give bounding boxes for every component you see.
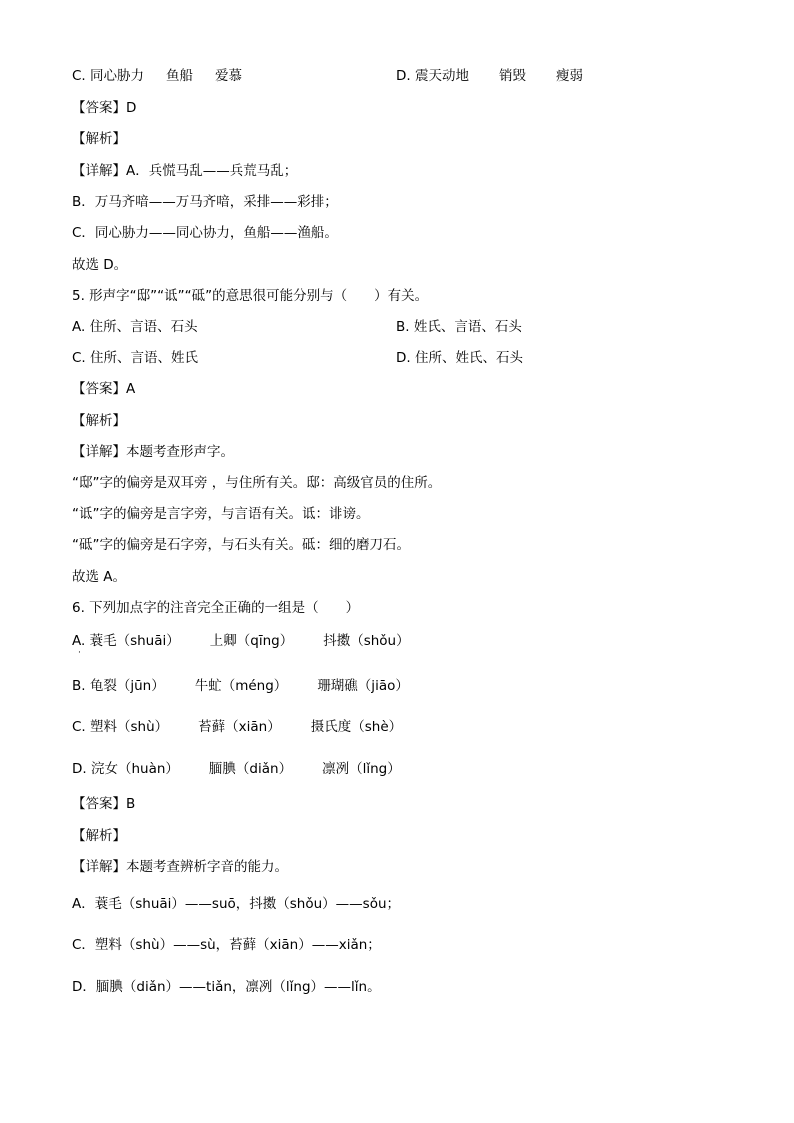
q6-option-a-word2: 上卿（qīng） [209,633,294,649]
q4-option-c-word3: 爱慕 [215,68,243,84]
q6-detail-line: 【详解】本题考查辨析字音的能力。 [72,859,288,875]
q6-option-c-word1: C. 塑料（shù） [72,719,169,735]
emphasis-dot: · [78,648,81,658]
q4-option-d-word3: 瘦弱 [555,68,583,84]
q4-analysis-heading: 【解析】 [72,131,126,147]
q6-option-b-word3: 珊瑚礁（jiāo） [317,678,409,694]
q5-option-c: C. 住所、言语、姓氏 [72,350,199,366]
q6-option-d [72,760,401,778]
q6-option-a [72,632,410,650]
q6-option-b [72,677,409,695]
q5-analysis-heading: 【解析】 [72,413,126,429]
q6-option-d-word1: D. 浣女（huàn） [72,761,179,777]
q6-stem: 6. 下列加点字的注音完全正确的一组是（ ） [72,600,360,616]
q6-option-c-word2: 苔藓（xiān） [198,719,281,735]
q5-stem: 5. 形声字“邸”“诋”“砥”的意思很可能分别与（ ）有关。 [72,288,429,304]
q6-detail-line: C．塑料（shù）——sù，苔藓（xiān）——xiǎn； [72,937,381,953]
q4-option-c-word2: 鱼船 [166,68,194,84]
q6-option-d-word2: 腼腆（diǎn） [208,761,293,777]
q4-option-d-word2: 销毁 [498,68,526,84]
q4-option-d [396,67,583,85]
q4-option-d-word1: D. 震天动地 [396,68,469,84]
q4-answer: 【答案】D [72,100,137,116]
q5-option-b: B. 姓氏、言语、石头 [396,319,522,335]
q6-option-a-word3: 抖擞（shǒu） [323,633,410,649]
q6-option-b-word1: B. 龟裂（jūn） [72,678,165,694]
q4-detail-line: 【详解】A．兵慌马乱——兵荒马乱； [72,163,298,179]
q6-option-c-word3: 摄氏度（shè） [310,719,403,735]
q6-option-a-word1: A. 蓑毛（shuāi） [72,633,180,649]
q6-option-b-word2: 牛虻（méng） [194,678,288,694]
q5-option-d: D. 住所、姓氏、石头 [396,350,523,366]
q6-answer: 【答案】B [72,796,136,812]
q4-option-c-word1: C. 同心胁力 [72,68,145,84]
q4-detail-line: C．同心胁力——同心协力，鱼船——渔船。 [72,225,338,241]
q5-detail-line: 【详解】本题考查形声字。 [72,444,234,460]
q5-detail-line: “诋”字的偏旁是言字旁，与言语有关。诋：诽谤。 [72,506,370,522]
q5-answer: 【答案】A [72,381,136,397]
q5-detail-line: “邸”字的偏旁是双耳旁 ，与住所有关。邸：高级官员的住所。 [72,475,442,491]
q6-option-d-word3: 凛冽（lǐng） [322,761,401,777]
q4-detail-line: 故选 D。 [72,257,128,273]
q6-analysis-heading: 【解析】 [72,828,126,844]
q5-option-a: A. 住所、言语、石头 [72,319,198,335]
q6-detail-line: D．腼腆（diǎn）——tiǎn，凛冽（lǐng）——lǐn。 [72,979,381,995]
q5-detail-line: “砥”字的偏旁是石字旁，与石头有关。砥：细的磨刀石。 [72,537,410,553]
q4-detail-line: B．万马齐喑——万马齐喑，采排——彩排； [72,194,338,210]
q5-detail-line: 故选 A。 [72,569,127,585]
q4-option-c [72,67,242,85]
q6-option-c [72,718,402,736]
q6-detail-line: A．蓑毛（shuāi）——suō，抖擞（shǒu）——sǒu； [72,896,401,912]
